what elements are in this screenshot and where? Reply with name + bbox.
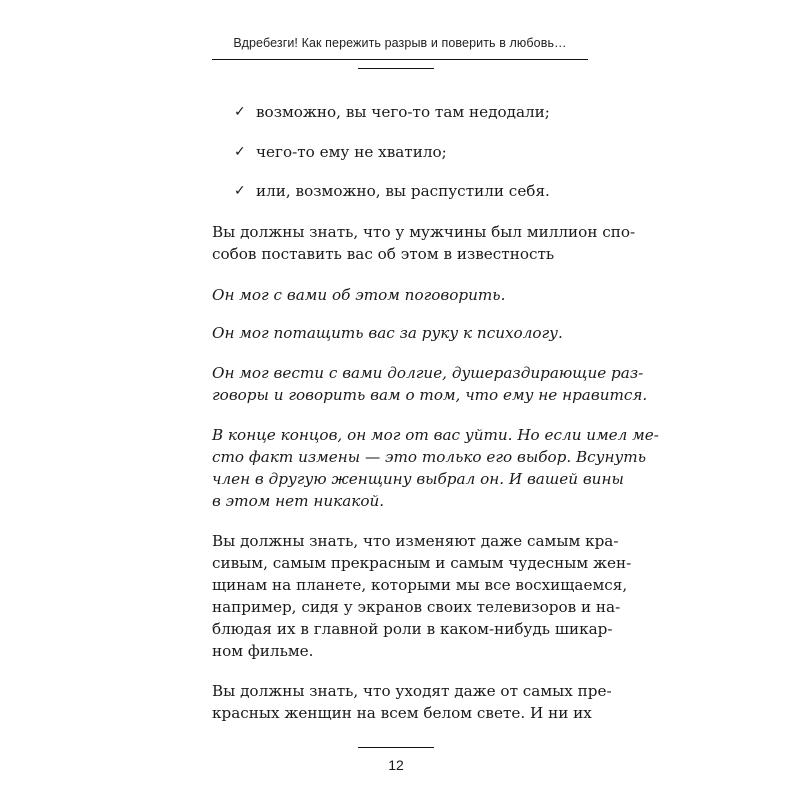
text-line: говоры и говорить вам о том, что ему не нравится. xyxy=(212,386,648,404)
text-line: сто факт измены — это только его выбор. Всунуть xyxy=(212,448,646,466)
italic-paragraph: Он мог с вами об этом поговорить. xyxy=(212,286,506,304)
text-line: Он мог вести с вами долгие, душераздирающие раз- xyxy=(212,364,644,382)
text-line: Вы должны знать, что уходят даже от самых пре- xyxy=(212,682,612,700)
checkmark-icon: ✓ xyxy=(234,183,246,199)
page-body xyxy=(212,0,659,800)
footer-rule xyxy=(358,747,434,748)
checkmark-icon: ✓ xyxy=(234,144,246,160)
text-line: В конце концов, он мог от вас уйти. Но если имел ме- xyxy=(212,426,659,444)
page-number: 12 xyxy=(388,757,404,773)
text-line: щинам на планете, которыми мы все восхищаемся, xyxy=(212,576,628,594)
running-title: Вдребезги! Как пережить разрыв и поверить в любовь… xyxy=(233,36,567,50)
checklist-item-text: или, возможно, вы распустили себя. xyxy=(256,182,550,200)
text-line: красных женщин на всем белом свете. И ни их xyxy=(212,704,592,722)
checklist-item-text: возможно, вы чего-то там недодали; xyxy=(256,103,550,121)
italic-paragraph: Он мог потащить вас за руку к психологу. xyxy=(212,324,563,342)
text-line: собов поставить вас об этом в известность xyxy=(212,245,555,263)
text-line: член в другую женщину выбрал он. И вашей вины xyxy=(212,470,624,488)
text-line: блюдая их в главной роли в каком-нибудь шикар- xyxy=(212,620,613,638)
text-line: например, сидя у экранов своих телевизоров и на- xyxy=(212,598,621,616)
text-line: сивым, самым прекрасным и самым чудесным жен- xyxy=(212,554,632,572)
text-line: Вы должны знать, что у мужчины был миллион спо- xyxy=(212,223,636,241)
text-line: в этом нет никакой. xyxy=(212,492,385,510)
text-line: ном фильме. xyxy=(212,642,314,660)
text-line: Вы должны знать, что изменяют даже самым кра- xyxy=(212,532,619,550)
checklist-item-text: чего-то ему не хватило; xyxy=(256,143,447,161)
checkmark-icon: ✓ xyxy=(234,104,246,120)
